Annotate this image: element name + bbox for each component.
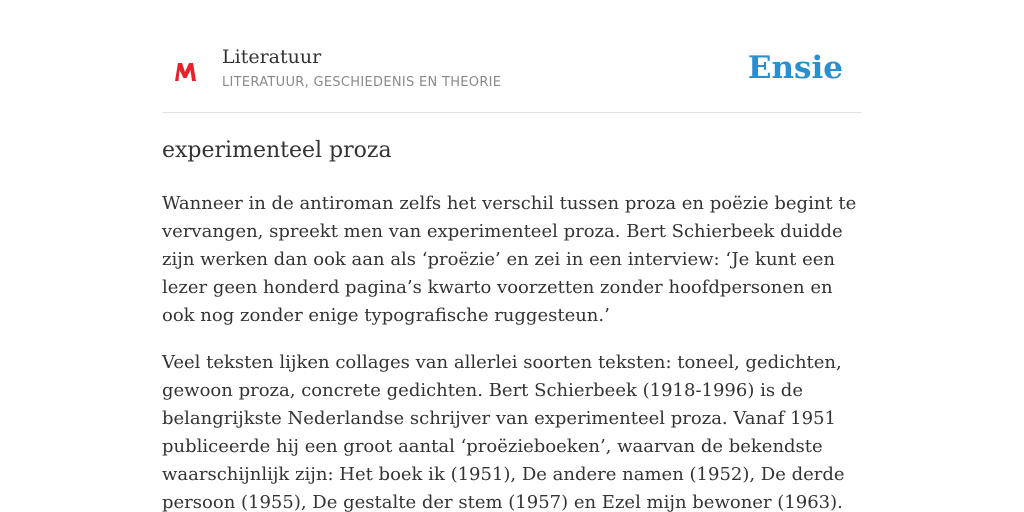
- entry-title: experimenteel proza: [162, 138, 392, 163]
- header: [162, 40, 862, 113]
- entry-paragraph: Wanneer in de antiroman zelfs het verschil tussen proza en poëzie begint te vervangen, spreekt men van experimenteel proza. Bert Schierbeek duidde zijn werken dan ook aan als ‘proëzie’ en zei in een interview: ‘Je kunt een lezer geen honderd pagina’s kwarto voorzetten zonder hoofdpersonen en ook nog zonder enige typografische ruggesteun.’: [162, 193, 857, 326]
- book-title[interactable]: Literatuur: [222, 46, 322, 68]
- ensie-logo-link[interactable]: Ensie: [747, 50, 843, 86]
- m-logo-icon[interactable]: [172, 58, 198, 84]
- entry-body: [162, 190, 862, 512]
- entry-paragraph: Veel teksten lijken collages van allerlei soorten teksten: toneel, gedichten, gewoon proza, concrete gedichten. Bert Schierbeek (1918-1996) is de belangrijkste Nederlandse schrijver van experimenteel proza. Vanaf 1951 publiceerde hij een groot aantal ‘proëzieboeken’, waarvan de bekendste waarschijnlijk zijn: Het boek ik (1951), De andere namen (1952), De derde persoon (1955), De gestalte der stem (1957) en Ezel mijn bewoner (1963).: [162, 352, 845, 512]
- book-subtitle: LITERATUUR, GESCHIEDENIS EN THEORIE: [222, 75, 502, 90]
